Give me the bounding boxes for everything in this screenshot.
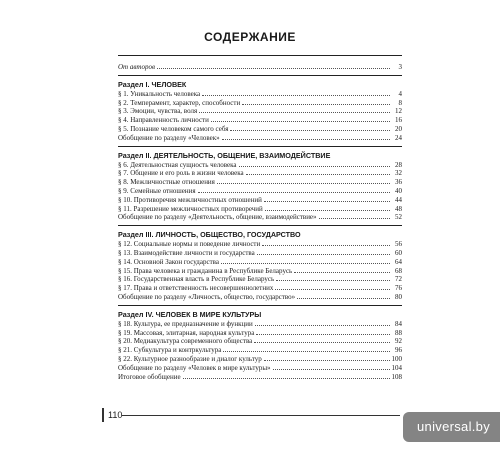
- toc-section-1: [118, 75, 402, 143]
- toc-entry[interactable]: [118, 337, 402, 346]
- leader-dots: [264, 196, 390, 202]
- toc-entry-page: 32: [395, 169, 402, 178]
- toc-entry[interactable]: [118, 355, 402, 364]
- leader-dots: [264, 355, 390, 361]
- toc-entry[interactable]: [118, 364, 402, 373]
- toc-entry-page: 68: [395, 266, 402, 275]
- leader-dots: [217, 178, 390, 184]
- toc-entry[interactable]: [118, 240, 402, 249]
- section-heading: Раздел III. ЛИЧНОСТЬ, ОБЩЕСТВО, ГОСУДАРСТВО: [118, 230, 301, 240]
- toc-entry-page: 76: [395, 284, 402, 293]
- toc-entry-label: § 20. Медиакультура современного общества: [118, 337, 253, 346]
- toc-entry[interactable]: [118, 178, 402, 187]
- toc-entry-page: 60: [395, 248, 402, 257]
- leader-dots: [239, 161, 390, 167]
- toc-entry-label: § 17. Права и ответственность несовершеннолетних: [118, 284, 274, 293]
- toc-entry-label: Обобщение по разделу «Личность, общество, государство»: [118, 292, 296, 301]
- toc-entry-page: 64: [395, 257, 402, 266]
- toc-entry-page: 20: [395, 124, 402, 133]
- toc-entry[interactable]: [118, 275, 402, 284]
- toc-section-3: [118, 225, 402, 302]
- site-watermark: universal.by: [403, 412, 500, 442]
- toc-entry-page: 52: [395, 213, 402, 222]
- toc-entry-page: 108: [391, 372, 402, 381]
- toc-entry[interactable]: [118, 249, 402, 258]
- page-number: 110: [102, 408, 122, 422]
- section-heading: Раздел II. ДЕЯТЕЛЬНОСТЬ, ОБЩЕНИЕ, ВЗАИМОДЕЙСТВИЕ: [118, 150, 331, 160]
- leader-dots: [183, 373, 390, 379]
- leader-dots: [230, 125, 390, 131]
- toc-entry-label: § 12. Социальные нормы и поведение личности: [118, 240, 261, 249]
- toc-entry-page: 24: [395, 133, 402, 142]
- leader-dots: [262, 240, 390, 246]
- toc-entry[interactable]: [118, 205, 402, 214]
- toc-entry[interactable]: [118, 90, 402, 99]
- toc-entry-page: 36: [395, 178, 402, 187]
- leader-dots: [199, 107, 390, 113]
- toc-entry-page: 80: [395, 292, 402, 301]
- toc-entry-page: 84: [395, 319, 402, 328]
- section-heading: Раздел I. ЧЕЛОВЕК: [118, 79, 187, 89]
- toc-entry-page: 48: [395, 204, 402, 213]
- toc-entry-page: 100: [391, 354, 402, 363]
- table-of-contents: [118, 55, 402, 384]
- toc-entry-label: § 10. Противоречия межличностных отношений: [118, 195, 262, 204]
- toc-entry-page: 4: [398, 89, 402, 98]
- leader-dots: [222, 134, 390, 140]
- toc-entry[interactable]: [118, 346, 402, 355]
- toc-entry-page: 72: [395, 275, 402, 284]
- toc-entry-page: 28: [395, 160, 402, 169]
- toc-entry[interactable]: [118, 187, 402, 196]
- toc-entry-label: § 14. Основной Закон государства: [118, 257, 219, 266]
- toc-entry-label: § 22. Культурное разнообразие и диалог культур: [118, 354, 262, 363]
- toc-entry-label: § 21. Субкультура и контркультура: [118, 346, 222, 355]
- toc-entry-page: 96: [395, 346, 402, 355]
- toc-entry-page: 3: [398, 63, 402, 71]
- toc-entry-label: § 7. Общение и его роль в жизни человека: [118, 169, 244, 178]
- toc-entry-label: § 18. Культура, ее предназначение и функции: [118, 319, 253, 328]
- toc-entry[interactable]: [118, 320, 402, 329]
- toc-entry-label: § 13. Взаимодействие личности и государства: [118, 248, 255, 257]
- toc-entry-label: § 16. Государственная власть в Республике Беларусь: [118, 275, 275, 284]
- leader-dots: [221, 258, 390, 264]
- toc-entry[interactable]: [118, 63, 402, 72]
- toc-entry[interactable]: [118, 284, 402, 293]
- leader-dots: [223, 346, 390, 352]
- toc-entry[interactable]: [118, 99, 402, 108]
- toc-entry-page: 44: [395, 195, 402, 204]
- toc-entry-label: От авторов: [118, 63, 155, 71]
- toc-entry-label: § 19. Массовая, элитарная, народная культура: [118, 328, 255, 337]
- toc-entry[interactable]: [118, 373, 402, 382]
- leader-dots: [275, 284, 390, 290]
- page-footer: [100, 408, 400, 422]
- toc-entry-page: 92: [395, 337, 402, 346]
- leader-dots: [273, 364, 390, 370]
- toc-entry-label: § 1. Уникальность человека: [118, 89, 201, 98]
- toc-entry[interactable]: [118, 169, 402, 178]
- leader-dots: [265, 205, 390, 211]
- toc-entry[interactable]: [118, 107, 402, 116]
- leader-dots: [246, 169, 390, 175]
- toc-entry-label: Обобщение по разделу «Деятельность, общение, взаимодействие»: [118, 213, 317, 222]
- leader-dots: [276, 275, 390, 281]
- leader-dots: [255, 320, 390, 326]
- toc-entry-label: Обобщение по разделу «Человек в мире культуры»: [118, 363, 271, 372]
- page-title: СОДЕРЖАНИЕ: [204, 30, 296, 44]
- toc-entry-page: 56: [395, 240, 402, 249]
- toc-entry-label: § 9. Семейные отношения: [118, 186, 196, 195]
- toc-section-4: [118, 305, 402, 382]
- toc-entry-page: 40: [395, 186, 402, 195]
- toc-entry-page: 8: [398, 98, 402, 107]
- leader-dots: [202, 90, 390, 96]
- toc-entry[interactable]: [118, 161, 402, 170]
- toc-entry[interactable]: [118, 293, 402, 302]
- footer-rule: [122, 415, 400, 416]
- toc-entry-label: Итоговое обобщение: [118, 372, 181, 381]
- leader-dots: [297, 293, 390, 299]
- toc-entry-page: 16: [395, 116, 402, 125]
- toc-entry[interactable]: [118, 196, 402, 205]
- toc-entry-page: 104: [391, 363, 402, 372]
- toc-entry[interactable]: [118, 116, 402, 125]
- leader-dots: [294, 267, 390, 273]
- toc-section-2: [118, 146, 402, 223]
- toc-entry-label: § 15. Права человека и гражданина в Республике Беларусь: [118, 266, 293, 275]
- leader-dots: [157, 63, 390, 69]
- toc-entry-page: 88: [395, 328, 402, 337]
- toc-entry[interactable]: [118, 134, 402, 143]
- toc-entry-label: § 4. Направленность личности: [118, 116, 209, 125]
- toc-entry-label: § 6. Деятельностная сущность человека: [118, 160, 237, 169]
- leader-dots: [257, 249, 390, 255]
- leader-dots: [242, 99, 390, 105]
- toc-entry-label: § 5. Познание человеком самого себя: [118, 124, 229, 133]
- leader-dots: [198, 187, 390, 193]
- toc-intro: [118, 55, 402, 72]
- leader-dots: [254, 337, 390, 343]
- toc-entry-label: § 3. Эмоции, чувства, воля: [118, 107, 198, 116]
- toc-entry[interactable]: [118, 213, 402, 222]
- leader-dots: [211, 116, 390, 122]
- toc-entry-label: Обобщение по разделу «Человек»: [118, 133, 220, 142]
- toc-entry-label: § 2. Темперамент, характер, способности: [118, 98, 241, 107]
- toc-entry[interactable]: [118, 125, 402, 134]
- toc-entry-label: § 11. Разрешение межличностных противоречий: [118, 204, 263, 213]
- leader-dots: [319, 213, 390, 219]
- toc-entry[interactable]: [118, 329, 402, 338]
- leader-dots: [256, 329, 390, 335]
- toc-entry-label: § 8. Межличностные отношения: [118, 178, 215, 187]
- section-heading: Раздел IV. ЧЕЛОВЕК В МИРЕ КУЛЬТУРЫ: [118, 309, 262, 319]
- toc-entry[interactable]: [118, 267, 402, 276]
- toc-entry[interactable]: [118, 258, 402, 267]
- toc-entry-page: 12: [395, 107, 402, 116]
